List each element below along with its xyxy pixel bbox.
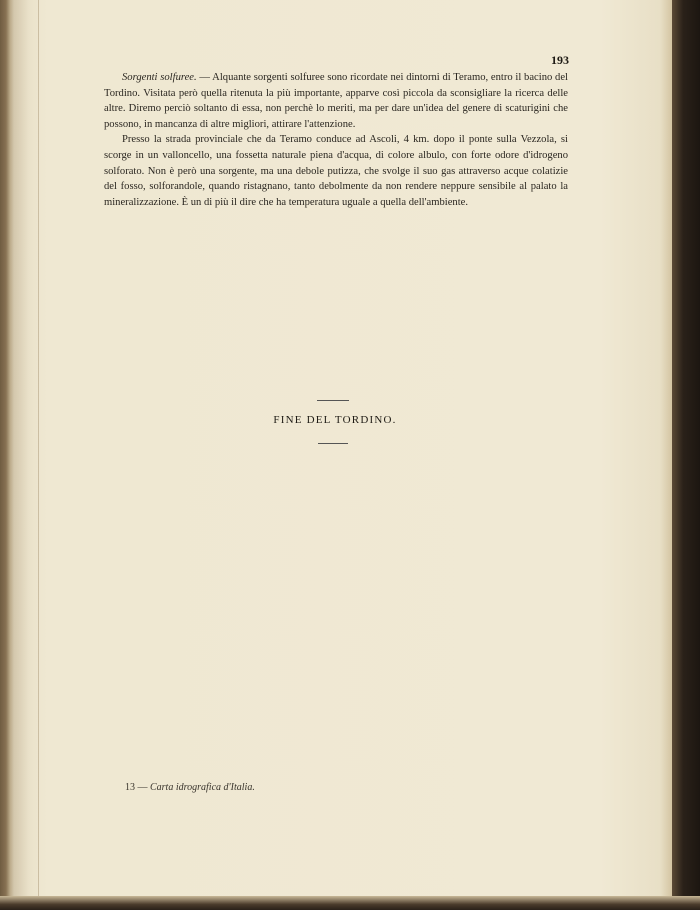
paragraph-1-text: — Alquante sorgenti solfuree sono ricordate nei dintorni di Teramo, entro il bacino del Tordino. Visitata però quella ritenuta la più importante, apparve così piccola da sconsigliare la ricerca delle altre. Diremo perciò soltanto di essa, non perchè lo meriti, ma per dare un'idea del genere di scaturigini che possono, in mancanza di altre migliori, attirare l'attenzione.	[104, 72, 568, 130]
book-edge-right	[672, 0, 700, 910]
book-edge-bottom	[0, 896, 700, 910]
rule-below-heading	[318, 443, 348, 444]
section-end-heading: FINE DEL TORDINO.	[273, 414, 397, 426]
run-in-heading: Sorgenti solfuree.	[122, 72, 197, 83]
footer-signature: 13 —	[125, 782, 148, 793]
page-number: 193	[551, 53, 569, 67]
fold-line	[38, 0, 39, 910]
footer-title: Carta idrografica d'Italia.	[150, 782, 255, 793]
paragraph-sulphur-springs	[104, 70, 568, 132]
rule-above-heading	[317, 400, 349, 401]
page-footer	[125, 782, 255, 793]
binding-gutter	[0, 0, 48, 910]
body-text	[104, 70, 568, 210]
paragraph-2-text: Presso la strada provinciale che da Teramo conduce ad Ascoli, 4 km. dopo il ponte sulla Vezzola, si scorge in un valloncello, una fossetta naturale piena d'acqua, di colore albulo, con forte odore d'idrogeno solforato. Non è però una sorgente, ma una debole putizza, che svolge il suo gas attraverso acque colatizie del fosso, solforandole, quando ristagnano, tanto debolmente da non rendere neppure sensibile al palato la mineralizzazione. È un di più il dire che ha temperatura uguale a quella dell'ambiente.	[104, 134, 568, 208]
